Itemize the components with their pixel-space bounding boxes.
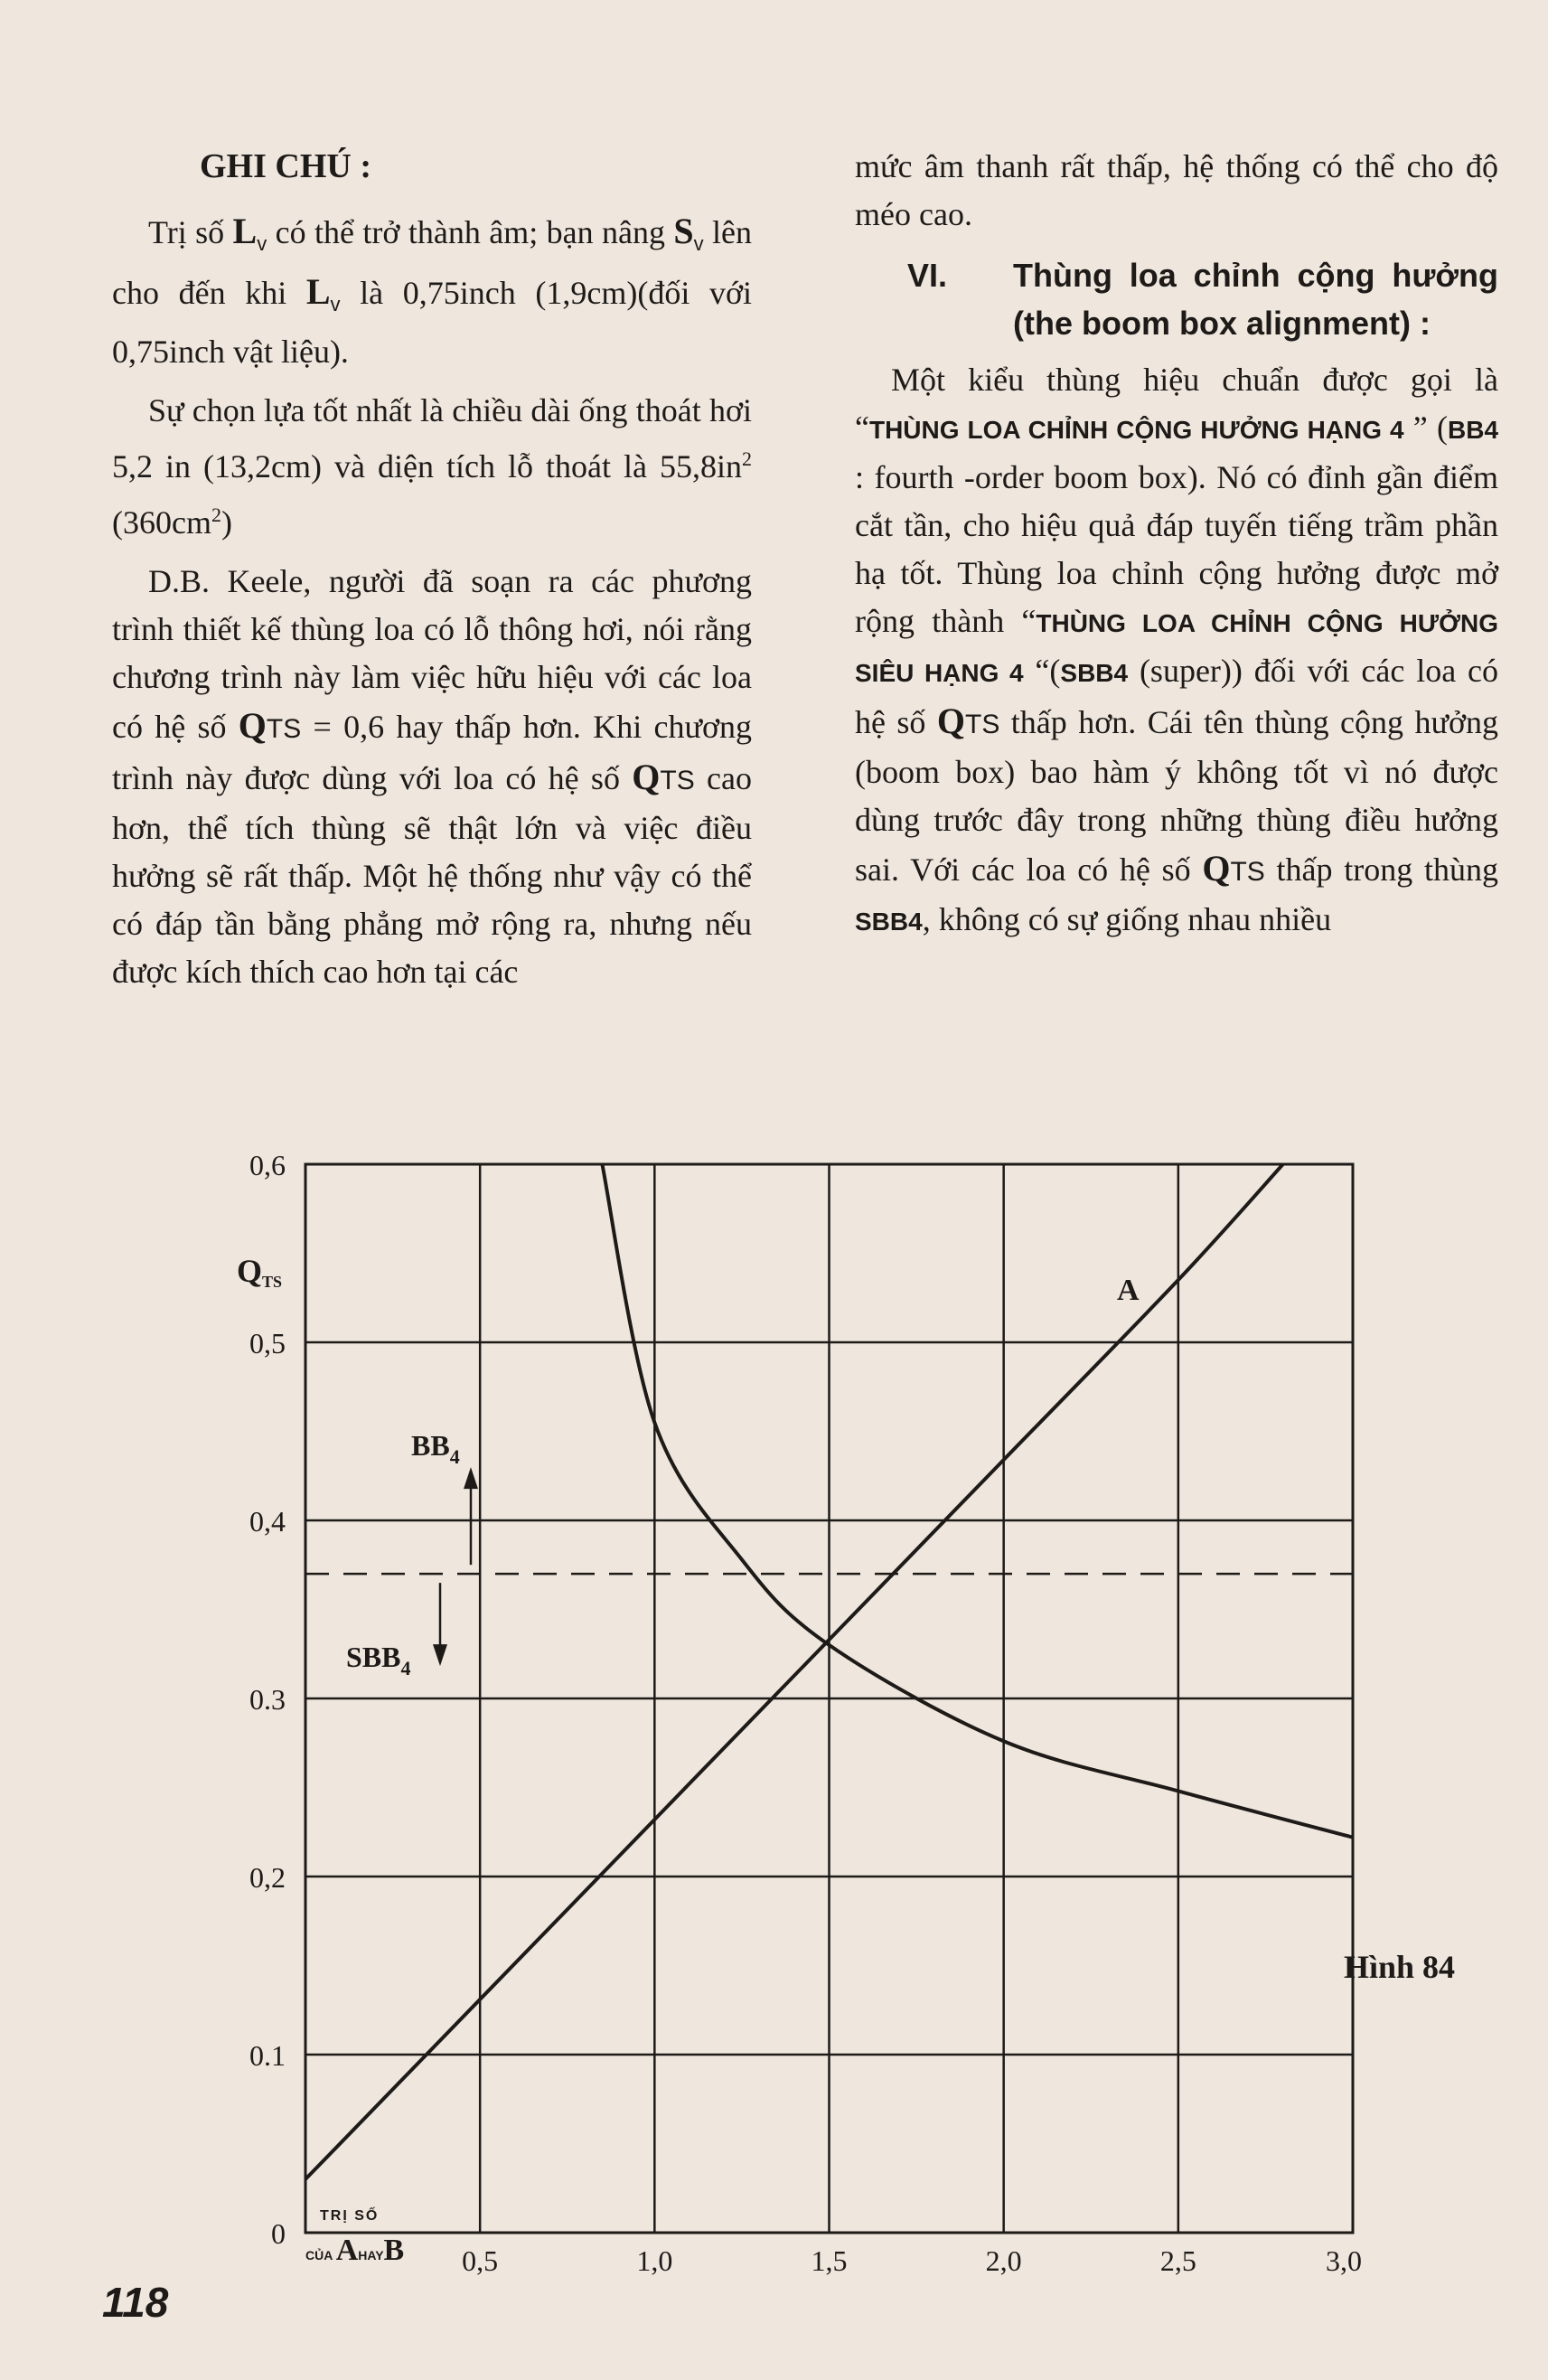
left-paragraph-2	[112, 387, 752, 547]
text-run: = 0,6 hay thấp hơn. Khi chương trình này được dùng với loa có hệ số	[112, 709, 753, 797]
x-tick-label: 1,0	[636, 2244, 673, 2277]
series-a-label: A	[1117, 1274, 1140, 1307]
x-axis-label-line1: TRỊ SỐ	[320, 2208, 380, 2224]
text-run: lên cho đến khi	[112, 214, 753, 312]
figure-caption: Hình 84	[1344, 1949, 1456, 1985]
y-tick-label: 0,6	[249, 1149, 286, 1181]
y-tick-label: 0,2	[249, 1861, 286, 1894]
bb4-label: $BB_4$	[411, 1429, 460, 1468]
x-axis-label-a: A	[335, 2234, 359, 2267]
x-axis-label-mid: HAY	[358, 2248, 384, 2262]
bb4-subscript: 4	[449, 1445, 460, 1468]
text-run: 2	[742, 447, 752, 471]
left-paragraph-3	[112, 558, 752, 996]
x-axis-label-b: B	[383, 2234, 405, 2267]
note-heading: GHI CHÚ :	[200, 147, 371, 185]
y-tick-label: 0,4	[249, 1505, 286, 1538]
y-tick-label: 0.3	[249, 1683, 286, 1716]
text-run: (360cm	[112, 504, 211, 541]
text-run: TS	[266, 714, 302, 745]
x-tick-label: 3,0	[1326, 2244, 1362, 2277]
text-run: Q	[936, 701, 966, 741]
chart-labels	[237, 1149, 1455, 2277]
text-run: S	[673, 211, 694, 251]
y-tick-label: 0.1	[249, 2039, 286, 2072]
sbb4-arrowhead	[433, 1644, 447, 1666]
text-run: (super)) đối với các loa có hệ số	[855, 653, 1498, 740]
text-run: Sự chọn lựa tốt nhất là chiều dài ống thoát hơi 5,2 in (13,2cm) và diện tích lỗ thoát là 55,8in	[112, 392, 752, 485]
text-run: D.B. Keele, người đã soạn ra các phương trình thiết kế thùng loa có lỗ thông hơi, nói rằng chương trình này làm việc hữu hiệu với các loa có hệ số	[112, 563, 752, 746]
series-b-line	[602, 1164, 1353, 1838]
text-run: “(	[1023, 653, 1061, 689]
x-tick-label: 2,5	[1159, 2244, 1196, 2277]
sbb4-label: $SBB_4$	[346, 1641, 411, 1679]
text-run: mức âm thanh rất thấp, hệ thống có thể cho độ méo cao.	[855, 148, 1498, 232]
y-tick-label: 0	[271, 2217, 286, 2250]
text-run: BB4	[1448, 416, 1499, 444]
text-run: v	[330, 293, 341, 316]
text-run: THÙNG LOA CHỈNH CỘNG HƯỞNG HẠNG 4	[868, 416, 1404, 444]
text-run: Một kiểu thùng hiệu chuẩn được gọi là “	[855, 362, 1498, 446]
text-run: : fourth -order boom box). Nó có đỉnh gần điểm cắt tần, cho hiệu quả đáp tuyến tiếng trầm phần hạ tốt. Thùng loa chỉnh cộng hưởng được mở rộng thành “	[855, 459, 1498, 639]
text-run: v	[693, 232, 704, 256]
text-run: thấp hơn. Cái tên thùng cộng hưởng (boom box) bao hàm ý không tốt vì nó được dùng trước đây trong những thùng điều hưởng sai. Với các loa có hệ số	[855, 704, 1498, 888]
text-run: TS	[1230, 857, 1265, 887]
text-run: THÙNG LOA CHỈNH CỘNG HƯỞNG SIÊU HẠNG 4	[855, 609, 1498, 687]
chart-grid	[305, 1164, 1353, 2233]
text-run: TS	[660, 766, 695, 796]
text-run: Trị số	[148, 214, 233, 250]
text-run: cao hơn, thể tích thùng sẽ thật lớn và việc điều hưởng sẽ rất thấp. Một hệ thống như vậy có thể có đáp tần bằng phẳng mở rộng ra, nhưng nếu được kích thích cao hơn tại các	[112, 760, 752, 991]
bb4-arrowhead	[464, 1467, 478, 1489]
text-run: Q	[1202, 848, 1231, 889]
y-axis-subscript: TS	[262, 1273, 283, 1291]
right-paragraph-1	[855, 356, 1498, 945]
text-run: SBB4	[855, 908, 923, 936]
text-run: ” (	[1403, 409, 1448, 446]
chart-frame	[305, 1164, 1353, 2233]
section-number: VI.	[907, 257, 948, 294]
text-run: là 0,75inch (1,9cm)(đối với 0,75inch vật liệu).	[112, 275, 752, 371]
right-column	[855, 143, 1498, 956]
text-run: 2	[211, 503, 221, 527]
left-column	[112, 143, 752, 1007]
text-run: )	[220, 504, 232, 541]
x-tick-label: 2,0	[985, 2244, 1022, 2277]
series-a-line	[305, 1164, 1283, 2179]
text-run: L	[305, 271, 331, 313]
chart-curves	[305, 1164, 1353, 2179]
y-tick-label: 0,5	[249, 1327, 286, 1359]
text-run: L	[232, 211, 258, 251]
text-run: TS	[965, 710, 1000, 739]
text-run: Q	[632, 757, 661, 798]
text-run: có thể trở thành âm; bạn nâng	[267, 214, 674, 250]
x-tick-label: 1,5	[811, 2244, 848, 2277]
text-run: v	[257, 232, 267, 256]
text-run: , không có sự giống nhau nhiều	[922, 901, 1332, 937]
right-paragraph-0	[855, 143, 1498, 239]
section-title: Thùng loa chỉnh cộng hưởng (the boom box alignment) :	[1013, 257, 1498, 342]
text-run: thấp trong thùng	[1264, 851, 1498, 888]
y-axis-label: QTS	[237, 1253, 283, 1291]
x-tick-label: 0,5	[462, 2244, 499, 2277]
section-heading	[855, 251, 1498, 347]
text-run: SBB4	[1060, 659, 1129, 687]
x-axis-label-line2: CỦA AHAYB	[305, 2234, 405, 2267]
text-run: Q	[238, 705, 267, 747]
sbb4-subscript: 4	[400, 1657, 411, 1679]
page-number: 118	[102, 2279, 169, 2326]
left-paragraph-1	[112, 207, 752, 376]
